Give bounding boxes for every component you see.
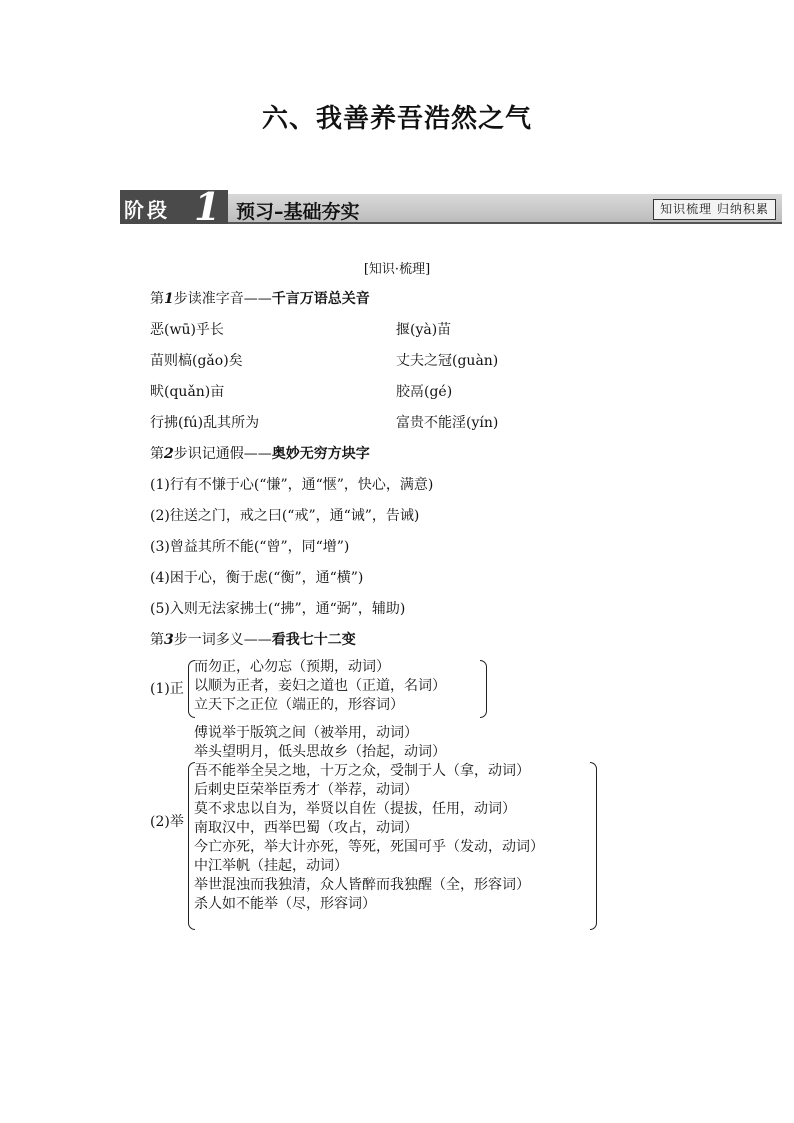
- step-text: 步一词多义: [173, 632, 244, 648]
- stage-label: 阶段: [124, 198, 170, 222]
- right-brace: [480, 660, 487, 718]
- step-number: 2: [164, 446, 174, 462]
- section-label: [知识·梳理]: [363, 262, 431, 277]
- step-text: 步读准字音: [173, 291, 244, 307]
- pron-item: 富贵不能淫(yín): [396, 415, 499, 431]
- step-dash: ——: [243, 446, 272, 462]
- meaning-line: 后刺史臣荣举臣秀才（举荐，动词）: [194, 782, 418, 798]
- meaning-line: 而勿正，心勿忘（预期，动词）: [194, 659, 390, 675]
- meaning-line: 吾不能举全吴之地，十万之众，受制于人（拿，动词）: [194, 763, 530, 779]
- pron-item: 恶(wū)乎长: [150, 322, 224, 338]
- meaning-line: 莫不求忠以自为，举贤以自佐（提拔，任用，动词）: [194, 801, 516, 817]
- stage-number: 1: [194, 184, 221, 229]
- meaning-line: 傅说举于版筑之间（被举用，动词）: [194, 725, 418, 741]
- right-brace: [590, 762, 597, 930]
- meaning-line: 举世混浊而我独清，众人皆醉而我独醒（全，形容词）: [194, 877, 530, 893]
- step1-heading: [150, 288, 370, 308]
- step-motto: 看我七十二变: [271, 632, 356, 648]
- polysemy-word-ju: (2)举: [150, 814, 184, 830]
- polysemy-word-zheng: (1)正: [150, 681, 184, 697]
- pron-item: 丈夫之冠(guàn): [396, 353, 499, 369]
- step-number: 1: [164, 291, 174, 307]
- step-dash: ——: [243, 291, 272, 307]
- pron-item: 行拂(fú)乱其所为: [150, 415, 260, 431]
- step-motto: 千言万语总关音: [271, 291, 370, 307]
- tongjia-item: (1)行有不慊于心(“慊”，通“惬”，快心，满意): [150, 477, 434, 493]
- meaning-line: 今亡亦死，举大计亦死，等死，死国可乎（发动，动词）: [194, 839, 544, 855]
- pron-item: 苗则槁(gǎo)矣: [150, 353, 243, 369]
- stage-badge: [120, 184, 228, 229]
- page-title: 六、我善养吾浩然之气: [261, 104, 532, 134]
- step-prefix: 第: [150, 446, 164, 462]
- meaning-line: 南取汉中，西举巴蜀（攻占，动词）: [194, 820, 418, 836]
- tongjia-item: (3)曾益其所不能(“曾”，同“增”): [150, 539, 350, 555]
- stage-title: 预习–基础夯实: [236, 201, 360, 223]
- pron-item: 胶鬲(gé): [396, 384, 453, 400]
- step3-heading: [150, 629, 356, 649]
- step-dash: ——: [243, 632, 272, 648]
- meaning-line: 立天下之正位（端正的，形容词）: [194, 697, 404, 713]
- meaning-line: 举头望明月，低头思故乡（抬起，动词）: [194, 744, 446, 760]
- stage-tag: 知识梳理 归纳积累: [653, 199, 776, 220]
- tongjia-item: (4)困于心，衡于虑(“衡”，通“横”): [150, 570, 364, 586]
- step-text: 步识记通假: [173, 446, 244, 462]
- meaning-line: 中江举帆（挂起，动词）: [194, 858, 348, 874]
- meaning-line: 杀人如不能举（尽，形容词）: [194, 896, 376, 912]
- tongjia-item: (2)往送之门，戒之曰(“戒”，通“诫”，告诫): [150, 508, 420, 524]
- meaning-line: 以顺为正者，妾妇之道也（正道，名词）: [194, 678, 446, 694]
- step-motto: 奥妙无穷方块字: [271, 446, 370, 462]
- pron-item: 畎(quǎn)亩: [150, 384, 225, 400]
- pron-item: 揠(yà)苗: [396, 322, 452, 338]
- step2-heading: [150, 443, 370, 463]
- stage-banner: [120, 184, 782, 229]
- tongjia-item: (5)入则无法家拂士(“拂”，通“弼”，辅助): [150, 601, 406, 617]
- step-number: 3: [164, 632, 174, 648]
- step-prefix: 第: [150, 632, 164, 648]
- step-prefix: 第: [150, 291, 164, 307]
